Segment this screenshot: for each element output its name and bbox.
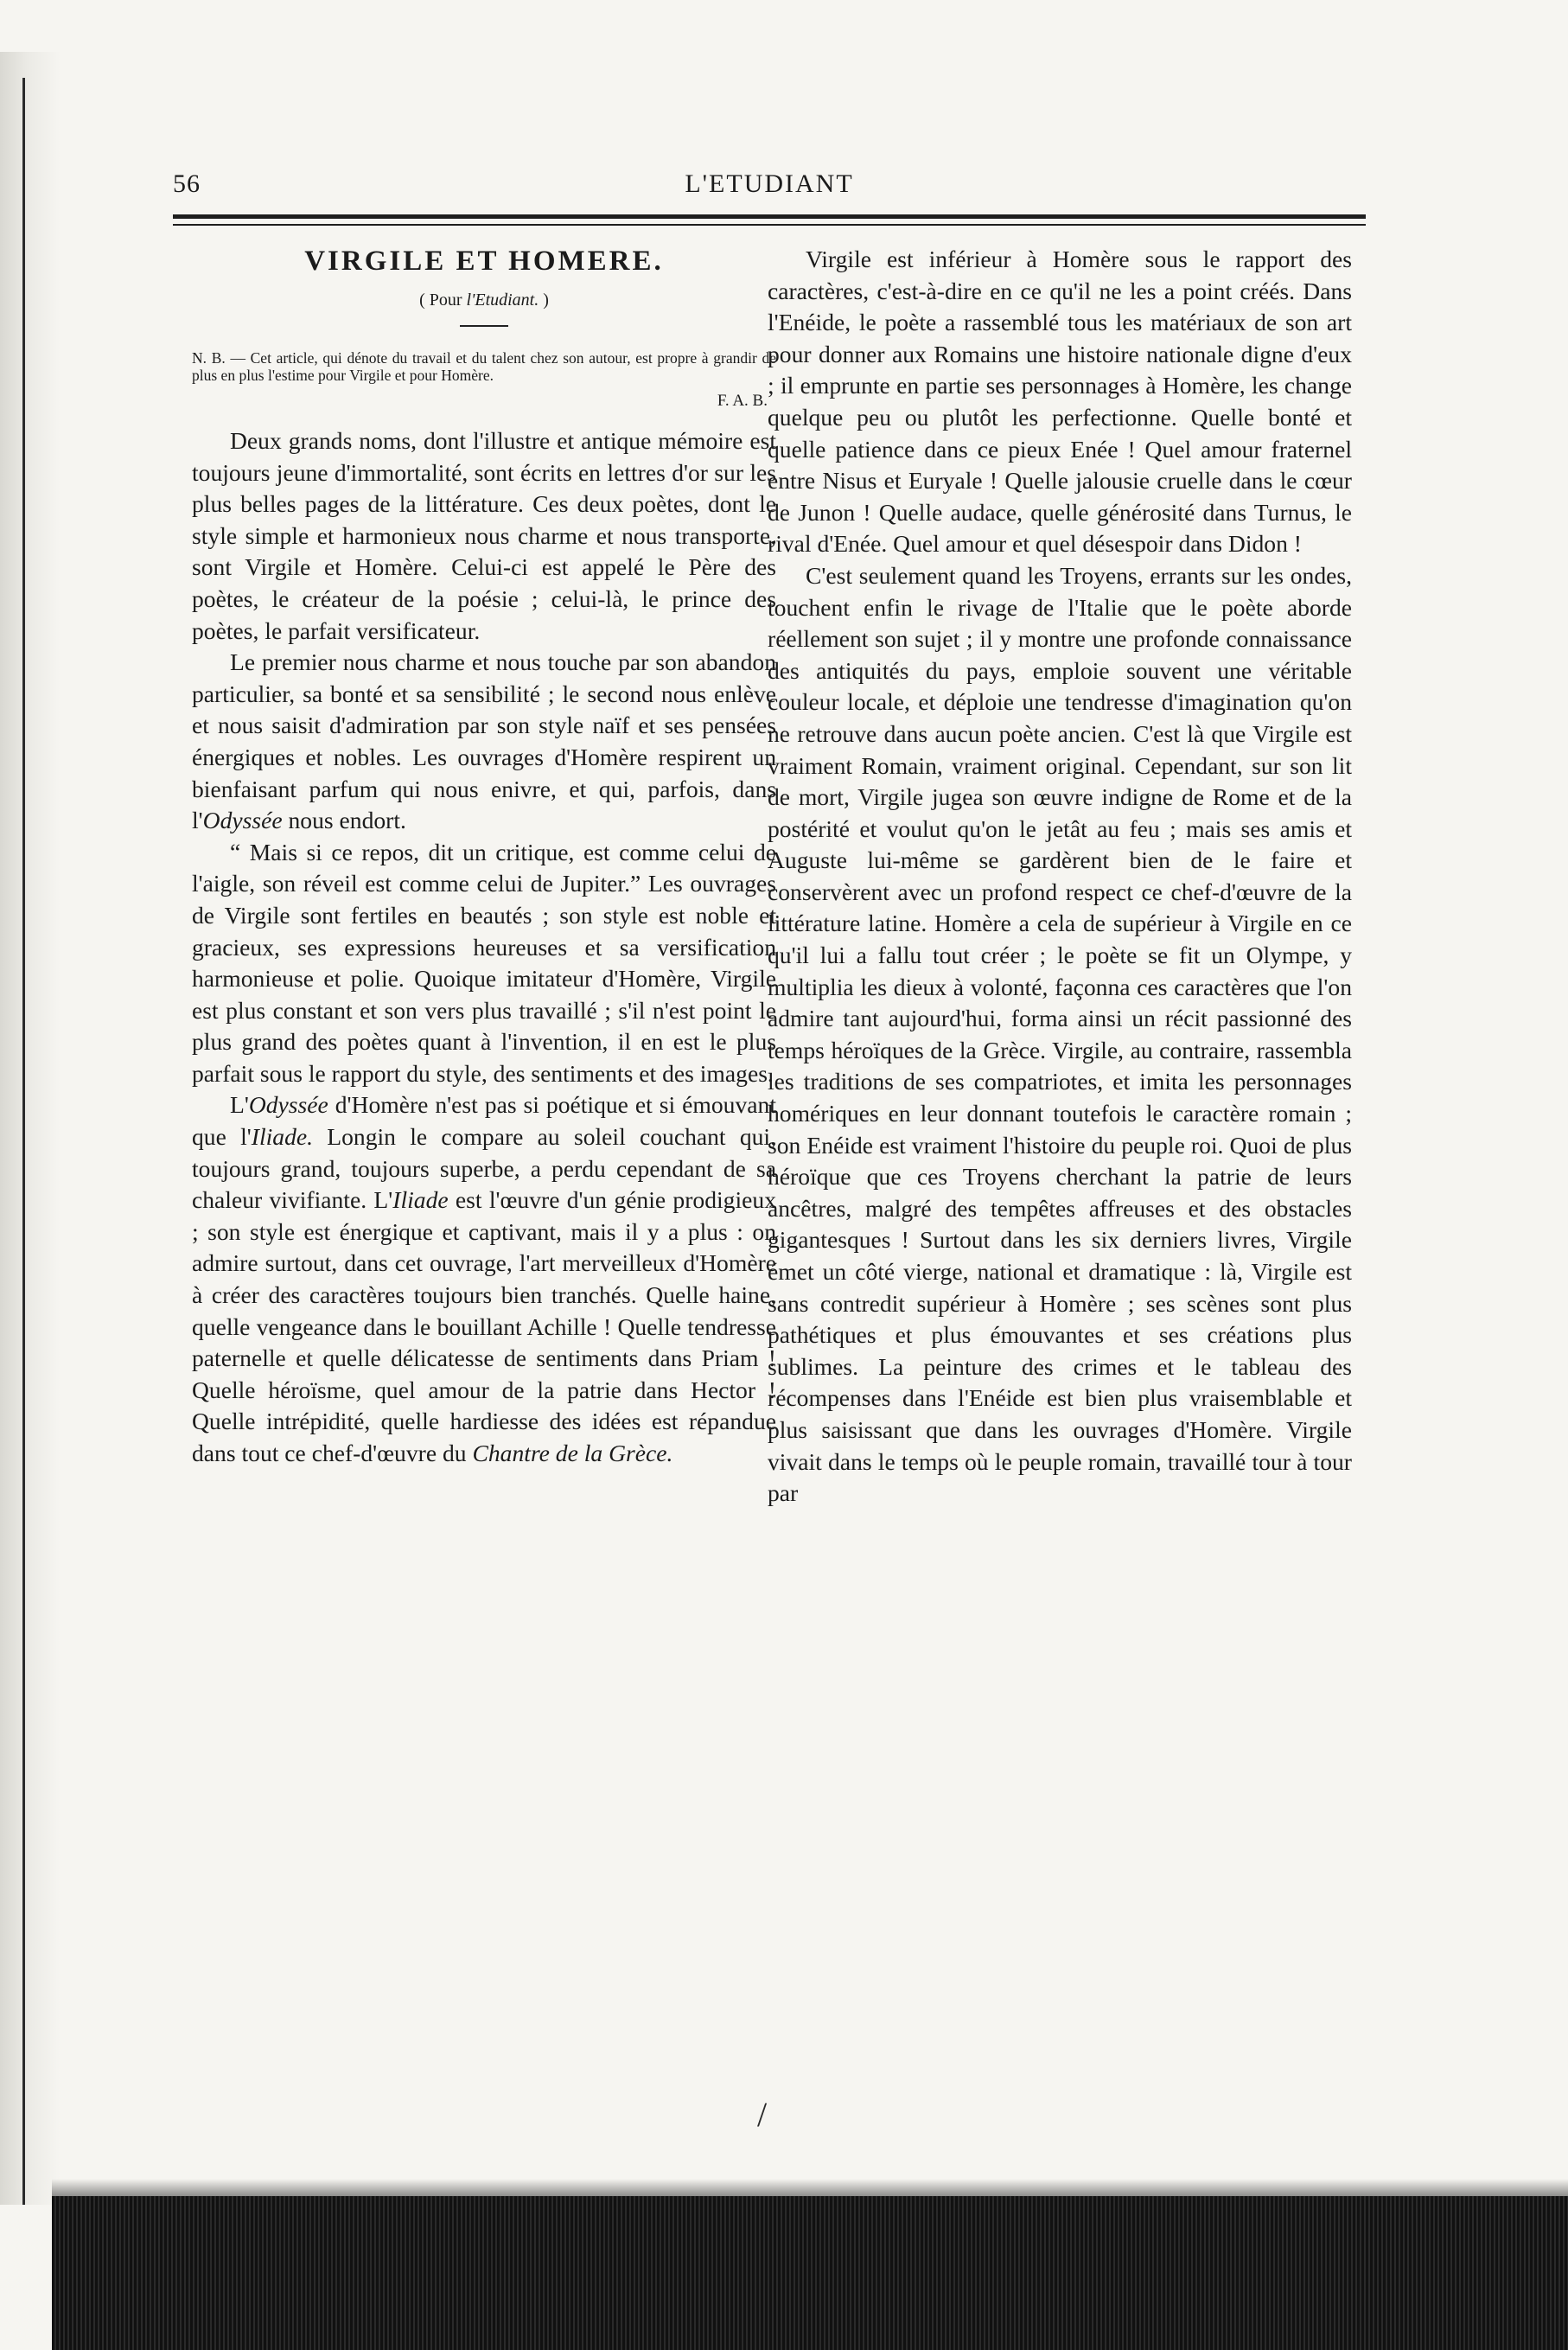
article-dedication: [192, 289, 776, 311]
journal-title: L'ETUDIANT: [685, 169, 854, 198]
ink-mark: /: [757, 2095, 768, 2134]
italic-title: Odyssée: [248, 1091, 328, 1119]
header-rule-thin: [173, 224, 1366, 226]
paragraph-text: Le premier nous charme et nous touche par son abandon particulier, sa bonté et sa sensibilité ; le second nous enlève et nous saisit d'admiration par son style naïf et ses pensées énergiques et nobles. Les ouvrages d'Homère respirent un bienfaisant parfum qui nous enivre, et qui, parfois, dans l': [192, 648, 776, 834]
page-edge-shadow: [0, 52, 61, 2205]
paragraph: Deux grands noms, dont l'illustre et antique mémoire est toujours jeune d'immortalité, sont écrits en lettres d'or sur les plus belles pages de la littérature. Ces deux poètes, dont le style simple et harmonieux nous charme et nous transporte, sont Virgile et Homère. Celui-ci est appelé le Père des poètes, le créateur de la poésie ; celui-là, le prince des poètes, le parfait versificateur.: [192, 427, 776, 644]
paragraph: “ Mais si ce repos, dit un critique, est comme celui de l'aigle, son réveil est comme celui de Jupiter.” Les ouvrages de Virgile sont fertiles en beautés ; son style est noble et gracieux, ses expressions heureuses et sa versification harmonieuse et polie. Quoique imitateur d'Homère, Virgile est plus constant et son vers plus travaillé ; s'il n'est point le plus grand des poètes quant à l'invention, il en est le plus parfait sous le rapport du style, des sentiments et des images.: [192, 838, 776, 1087]
dedication-prefix: ( Pour: [419, 291, 467, 310]
running-header: [173, 169, 1366, 204]
binding-line: [22, 78, 25, 2205]
paragraph-text: L': [230, 1091, 249, 1119]
title-divider: [460, 325, 508, 327]
paragraph: C'est seulement quand les Troyens, errants sur les ondes, touchent enfin le rivage de l'Italie que le poète aborde réellement son sujet ; il y montre une profonde connaissance des antiquités du pays, emploie souvent une véritable couleur locale, et déploie une tendresse d'imagination qu'on ne retrouve dans aucun poète ancien. C'est là que Virgile est vraiment Romain, vraiment original. Cependant, sur son lit de mort, Virgile jugea son œuvre indigne de Rome et de la postérité et voulut qu'on le jetât au feu ; mais ses amis et Auguste lui-même se gardèrent bien de le faire et conservèrent avec un profond respect ce chef-d'œuvre de la littérature latine. Homère a cela de supérieur à Virgile en ce qu'il lui a fallu tout créer ; le poète se fit un Olympe, y multiplia les dieux à volonté, façonna ces caractères que l'on admire tant aujourd'hui, forma ainsi un récit passionné des temps héroïques de la Grèce. Virgile, au contraire, rassembla les traditions de ses compatriotes, et imita les personnages homériques en leur donnant toutefois le caractère romain ; son Enéide est vraiment l'histoire du peuple roi. Quoi de plus héroïque que ces Troyens cherchant la patrie de leurs ancêtres, malgré des tempêtes affreuses et des obstacles gigantesques ! Surtout dans les six derniers livres, Virgile émet un côté vierge, national et dramatique : là, Virgile est sans contredit supérieur à Homère ; ses scènes sont plus pathétiques et plus émouvantes et ses créations plus sublimes. La peinture des crimes et le tableau des récompenses dans l'Enéide est bien plus vraisemblable et plus saisissant que dans les ouvrages d'Homère. Virgile vivait dans le temps où le peuple romain, travaillé tour à tour par: [768, 561, 1352, 1507]
scan-shadow: [52, 2179, 1568, 2196]
paragraph: [192, 647, 776, 837]
italic-title: Iliade.: [251, 1123, 314, 1151]
dedication-suffix: ): [539, 291, 549, 310]
note-signature: F. A. B.: [717, 392, 768, 410]
italic-title: Chantre de la Grèce.: [472, 1440, 673, 1466]
paragraph-text: nous endort.: [282, 807, 406, 834]
paragraph-text: Longin le compare au soleil couchant qui, toujours grand, toujours superbe, a perdu cependant de sa chaleur vivifiante. L': [192, 1123, 776, 1214]
dedication-journal: l'Etudiant.: [466, 291, 539, 310]
header-rule-thick: [173, 214, 1366, 219]
article-title: VIRGILE ET HOMERE.: [304, 246, 664, 277]
scan-bottom-band: [52, 2196, 1568, 2350]
paragraph-text: est l'œuvre d'un génie prodigieux ; son style est énergique et captivant, mais il y a plus : on admire surtout, dans cet ouvrage, l'art merveilleux d'Homère à créer des caractères toujours bien tranchés. Quelle haine, quelle vengeance dans le bouillant Achille ! Quelle tendresse paternelle et quelle délicatesse de sentiments dans Priam ! Quelle héroïsme, quel amour de la patrie dans Hector ! Quelle intrépidité, quelle hardiesse des idées est répandue dans tout ce chef-d'œuvre du: [192, 1186, 776, 1466]
editor-note: N. B. — Cet article, qui dénote du travail et du talent chez son autour, est propre à grandir de plus en plus l'estime pour Virgile et pour Homère.: [192, 349, 776, 384]
page-number: 56: [173, 169, 201, 198]
paragraph: [192, 1089, 776, 1469]
italic-title: Odyssée: [202, 807, 283, 834]
paragraph: Virgile est inférieur à Homère sous le rapport des caractères, c'est-à-dire en ce qu'il ne les a point créés. Dans l'Enéide, le poète a rassemblé tous les matériaux de son art pour donner aux Romains une histoire nationale digne d'eux ; il emprunte en partie ses personnages à Homère, les change quelque peu ou plutôt les perfectionne. Quelle bonté et quelle patience dans ce pieux Enée ! Quel amour fraternel entre Nisus et Euryale ! Quelle jalousie cruelle dans le cœur de Junon ! Quelle audace, quelle générosité dans Turnus, le rival d'Enée. Quel amour et quel désespoir dans Didon !: [768, 246, 1352, 558]
italic-title: Iliade: [392, 1186, 449, 1214]
paragraph-text: d'Homère n'est pas si poétique et si émouvant que l': [192, 1091, 776, 1151]
right-column: [768, 244, 1352, 1510]
left-column: [192, 244, 776, 1470]
